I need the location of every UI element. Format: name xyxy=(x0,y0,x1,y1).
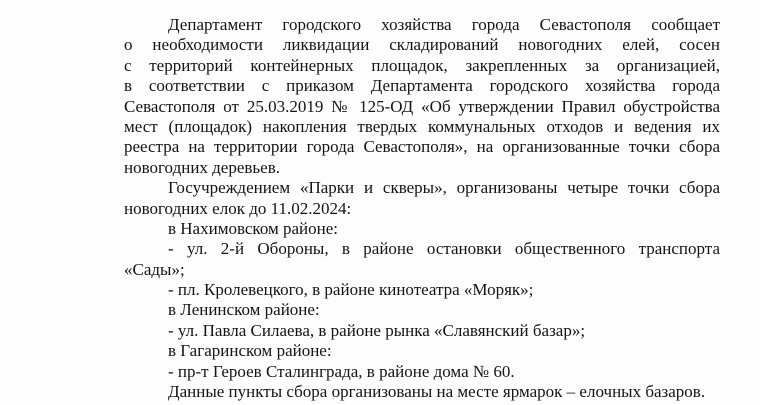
list-item-oborony-line-1: - ул. 2-й Обороны, в районе остановки общественного транспорта xyxy=(168,239,720,258)
list-item-geroev-stalingrada: - пр-т Героев Сталинграда, в районе дома № 60. xyxy=(168,362,515,381)
closing-sentence: Данные пункты сбора организованы на месте ярмарок – елочных базаров. xyxy=(168,382,706,401)
paragraph-1-line-1: Департамент городского хозяйства города Севастополя сообщает xyxy=(168,15,720,34)
paragraph-2-line-1: Госучреждением «Парки и скверы», организованы четыре точки сбора xyxy=(168,178,720,197)
paragraph-1-line-2: о необходимости ликвидации складирований новогодних елей, сосен xyxy=(124,35,720,54)
district-gagarinsky-heading: в Гагаринском районе: xyxy=(168,341,332,360)
list-item-silaeva: - ул. Павла Силаева, в районе рынка «Славянский базар»; xyxy=(168,321,586,340)
paragraph-1-line-5: Севастополя от 25.03.2019 № 125-ОД «Об утверждении Правил обустройства xyxy=(124,97,720,116)
district-leninsky-heading: в Ленинском районе: xyxy=(168,300,320,319)
paragraph-1-line-4: в соответствии с приказом Департамента городского хозяйства города xyxy=(124,76,720,95)
paragraph-1-line-6: мест (площадок) накопления твердых коммунальных отходов и ведения их xyxy=(124,117,720,136)
paragraph-1-line-3: с территорий контейнерных площадок, закрепленных за организацией, xyxy=(124,56,720,75)
paragraph-2-line-2: новогодних елок до 11.02.2024: xyxy=(124,199,352,218)
paragraph-1-line-7: реестра на территории города Севастополя», на организованные точки сбора xyxy=(124,137,720,156)
district-nakhimovsky-heading: в Нахимовском районе: xyxy=(168,219,339,238)
paragraph-1-line-8: новогодних деревьев. xyxy=(124,158,281,177)
list-item-krolevetskogo: - пл. Кролевецкого, в районе кинотеатра «Моряк»; xyxy=(168,280,534,299)
list-item-oborony-line-2: «Сады»; xyxy=(124,260,185,279)
